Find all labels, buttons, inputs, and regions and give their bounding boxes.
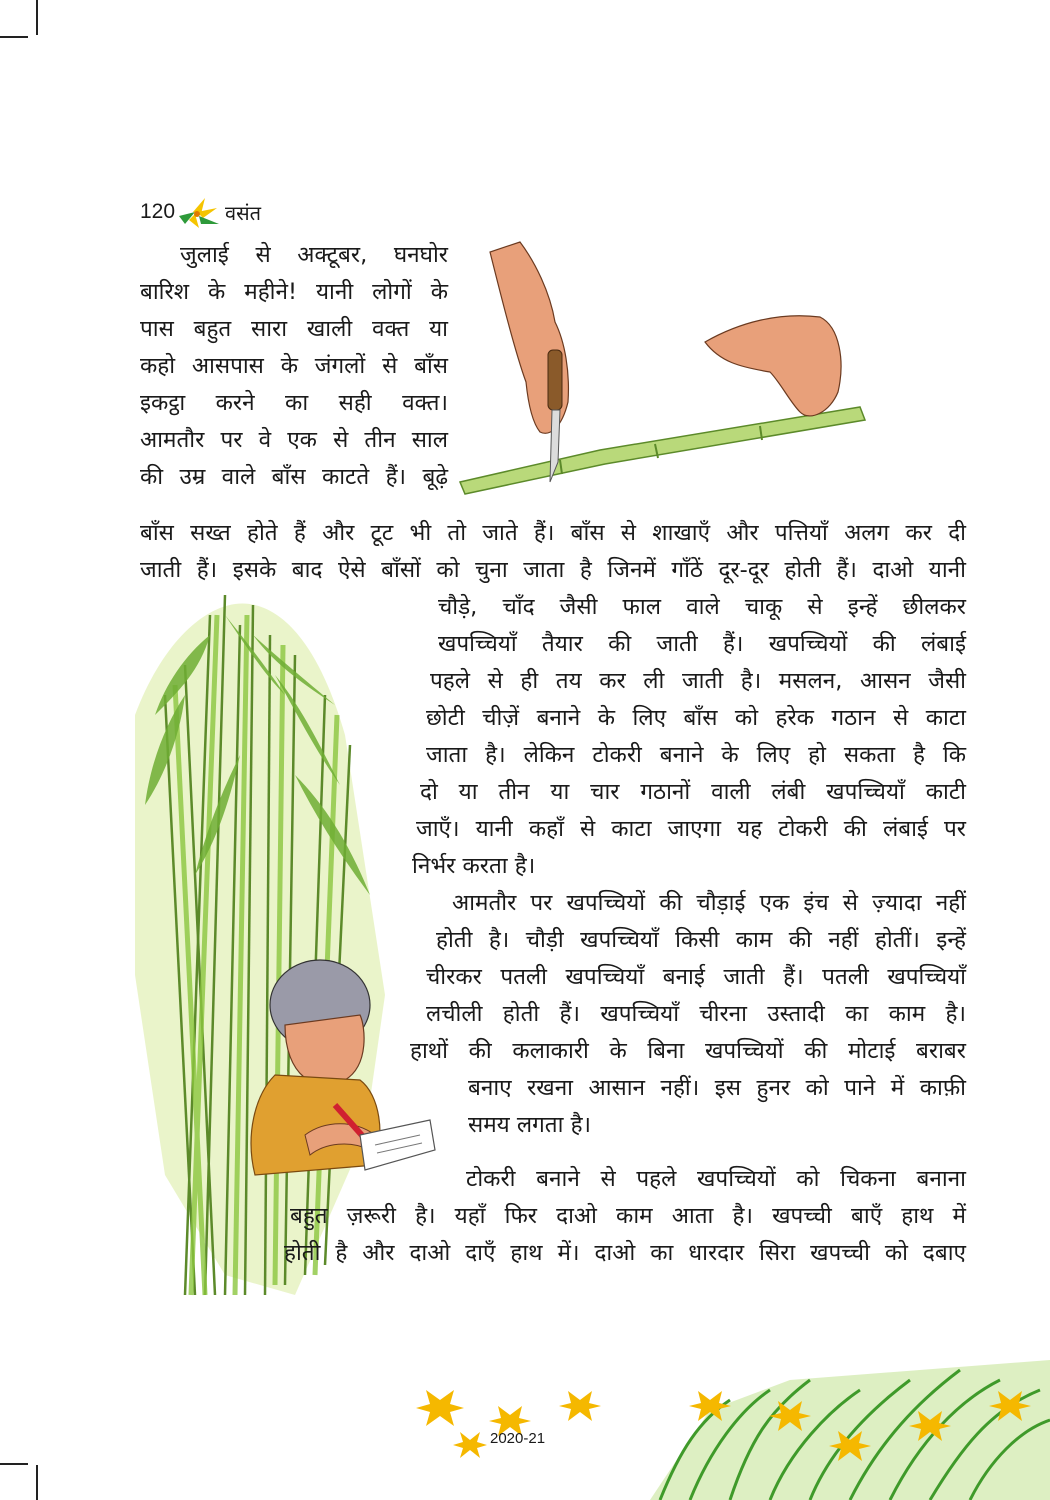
- text-line: आमतौर पर खपच्चियों की चौड़ाई एक इंच से ज़्यादा नहीं: [452, 890, 966, 916]
- text-line: पास बहुत सारा खाली वक्त या: [140, 316, 448, 342]
- grass-flowers-decoration: [410, 1300, 1050, 1500]
- text-line: बारिश के महीने! यानी लोगों के: [140, 279, 448, 305]
- text-line: बनाए रखना आसान नहीं। इस हुनर को पाने में काफ़ी: [468, 1075, 966, 1101]
- text-line: आमतौर पर वे एक से तीन साल: [140, 427, 448, 453]
- text-line: हाथों की कलाकारी के बिना खपच्चियों की मोटाई बराबर: [410, 1038, 966, 1064]
- text-line: होती है। चौड़ी खपच्चियाँ किसी काम की नहीं होतीं। इन्हें: [436, 927, 966, 953]
- text-line: कहो आसपास के जंगलों से बाँस: [140, 353, 448, 379]
- page-number: 120: [140, 200, 176, 223]
- text-line: होती है और दाओ दाएँ हाथ में। दाओ का धारदार सिरा खपच्ची को दबाए: [284, 1240, 966, 1266]
- bamboo-cutting-illustration: [440, 232, 880, 502]
- book-title: वसंत: [225, 200, 262, 225]
- text-line: बाँस सख्त होते हैं और टूट भी तो जाते हैं। बाँस से शाखाएँ और पत्तियाँ अलग कर दी: [140, 520, 966, 546]
- text-line: जाता है। लेकिन टोकरी बनाने के लिए हो सकता है कि: [426, 742, 966, 768]
- text-line: टोकरी बनाने से पहले खपच्चियों को चिकना बनाना: [466, 1166, 966, 1192]
- text-line: की उम्र वाले बाँस काटते हैं। बूढ़े: [140, 464, 448, 490]
- text-line: पहले से ही तय कर ली जाती है। मसलन, आसन जैसी: [430, 668, 966, 694]
- text-line: दो या तीन या चार गठानों वाली लंबी खपच्चियाँ काटी: [420, 779, 966, 805]
- text-line: चीरकर पतली खपच्चियाँ बनाई जाती हैं। पतली खपच्चियाँ: [426, 964, 966, 990]
- text-line: जुलाई से अक्टूबर, घनघोर: [180, 242, 448, 268]
- text-line: खपच्चियाँ तैयार की जाती हैं। खपच्चियों की लंबाई: [438, 631, 966, 657]
- footer-year: 2020-21: [490, 1430, 546, 1447]
- crop-mark: [36, 1465, 38, 1500]
- text-line: इकट्ठा करने का सही वक्त।: [140, 390, 448, 416]
- text-line: चौड़े, चाँद जैसी फाल वाले चाकू से इन्हें छीलकर: [438, 594, 966, 620]
- text-line: निर्भर करता है।: [412, 853, 536, 879]
- page-header: [140, 192, 261, 232]
- text-line: जाएँ। यानी कहाँ से काटा जाएगा यह टोकरी की लंबाई पर: [416, 816, 966, 842]
- crop-mark: [0, 36, 28, 38]
- crop-mark: [36, 0, 38, 35]
- text-line: लचीली होती हैं। खपच्चियाँ चीरना उस्तादी का काम है।: [426, 1001, 966, 1027]
- crop-mark: [0, 1463, 28, 1465]
- text-line: छोटी चीज़ें बनाने के लिए बाँस को हरेक गठान से काटा: [426, 705, 966, 731]
- text-line: समय लगता है।: [468, 1112, 592, 1138]
- text-line: बहुत ज़रूरी है। यहाँ फिर दाओ काम आता है। खपच्ची बाएँ हाथ में: [290, 1203, 966, 1229]
- flower-logo-icon: [175, 194, 221, 230]
- text-line: जाती हैं। इसके बाद ऐसे बाँसों को चुना जाता है जिनमें गाँठें दूर-दूर होती हैं। दाओ यानी: [140, 557, 966, 583]
